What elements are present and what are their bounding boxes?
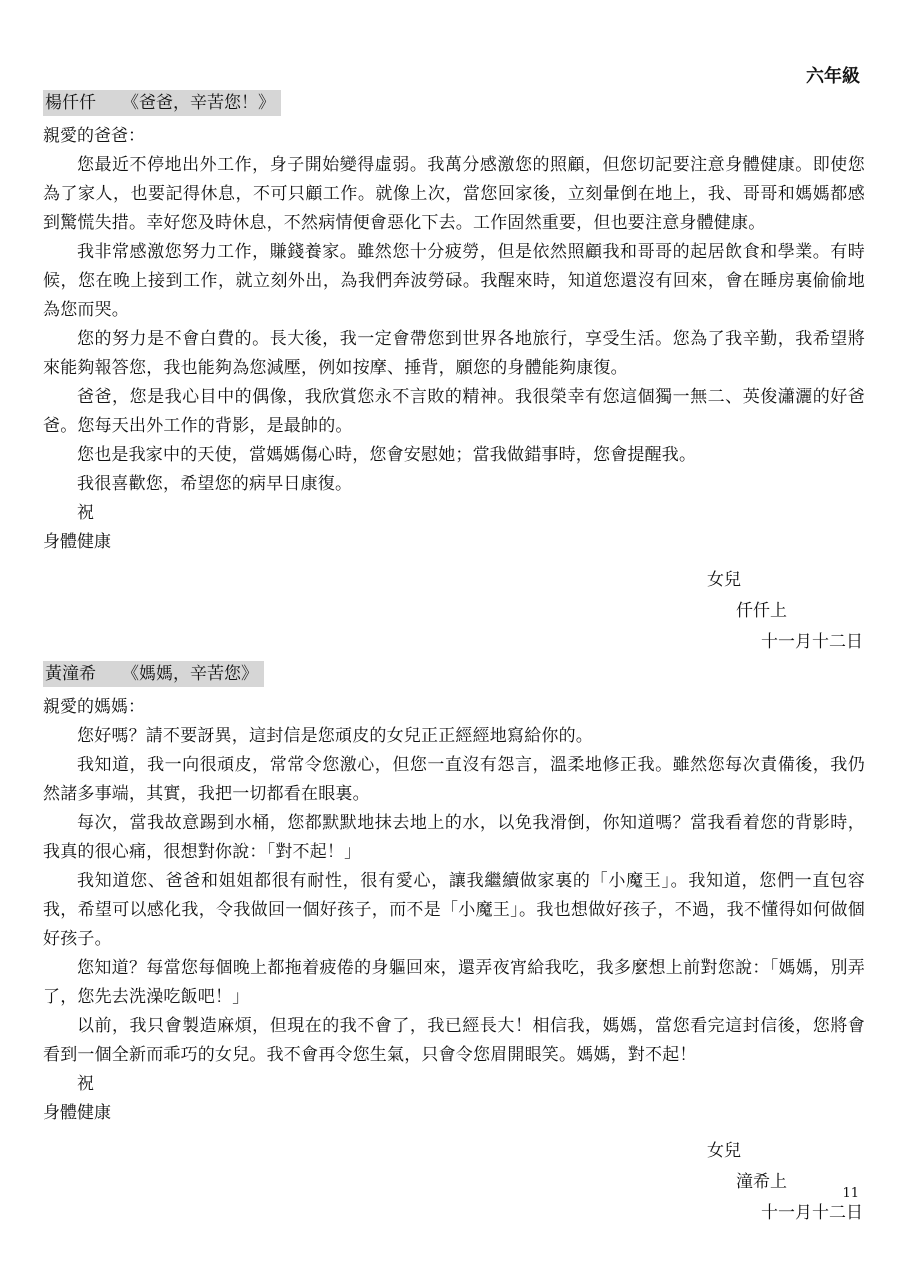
page-number: 11 <box>842 1186 859 1201</box>
letter-title: 《媽媽，辛苦您》 <box>122 664 258 684</box>
letter-paragraph: 您最近不停地出外工作，身子開始變得虛弱。我萬分感激您的照顧，但您切記要注意身體健康。即使您為了家人，也要記得休息，不可只顧工作。就像上次，當您回家後，立刻暈倒在地上，我、哥哥和媽媽都感到驚慌失措。幸好您及時休息，不然病情便會惡化下去。工作固然重要，但也要注意身體健康。 <box>43 155 865 233</box>
letter-paragraph: 爸爸，您是我心目中的偶像，我欣賞您永不言敗的精神。我很榮幸有您這個獨一無二、英俊瀟灑的好爸爸。您每天出外工作的背影，是最帥的。 <box>43 387 865 436</box>
letter-paragraph: 每次，當我故意踢到水桶，您都默默地抹去地上的水，以免我滑倒，你知道嗎？當我看着您的背影時，我真的很心痛，很想對你說：「對不起！」 <box>43 813 865 862</box>
letter-paragraph: 您的努力是不會白費的。長大後，我一定會帶您到世界各地旅行，享受生活。您為了我辛勤，我希望將來能夠報答您，我也能夠為您減壓，例如按摩、捶背，願您的身體能夠康復。 <box>43 329 865 378</box>
letter-paragraph: 以前，我只會製造麻煩，但現在的我不會了，我已經長大！相信我，媽媽，當您看完這封信後，您將會看到一個全新而乖巧的女兒。我不會再令您生氣，只會令您眉開眼笑。媽媽，對不起！ <box>43 1016 865 1065</box>
letter-author: 黃潼希 <box>45 664 96 684</box>
signature-date: 十一月十二日 <box>761 1203 863 1223</box>
letter-heading <box>43 661 264 687</box>
signature-relation: 女兒 <box>707 570 741 590</box>
letter-signature <box>43 565 865 661</box>
letter-signature <box>43 1136 865 1232</box>
signature-relation: 女兒 <box>707 1141 741 1161</box>
letter-author: 楊仟仟 <box>45 93 96 113</box>
letter-salutation: 親愛的媽媽： <box>43 697 145 717</box>
letter-1 <box>43 90 865 661</box>
letter-paragraph: 我知道，我一向很頑皮，常常令您激心，但您一直沒有怨言，溫柔地修正我。雖然您每次責備後，我仍然諸多事端，其實，我把一切都看在眼裏。 <box>43 755 865 804</box>
letter-paragraph: 您也是我家中的天使，當媽媽傷心時，您會安慰她；當我做錯事時，您會提醒我。 <box>77 445 697 465</box>
signature-name: 潼希上 <box>736 1172 787 1192</box>
letter-closing-blessing: 身體健康 <box>43 532 111 552</box>
letter-title: 《爸爸，辛苦您！》 <box>122 93 275 113</box>
signature-date: 十一月十二日 <box>761 632 863 652</box>
letter-paragraph: 您知道？每當您每個晚上都拖着疲倦的身軀回來，還弄夜宵給我吃，我多麼想上前對您說：「媽媽，別弄了，您先去洗澡吃飯吧！」 <box>43 958 865 1007</box>
letter-paragraph: 我很喜歡您，希望您的病早日康復。 <box>77 474 353 494</box>
grade-label: 六年級 <box>806 66 860 87</box>
letter-closing-blessing: 身體健康 <box>43 1103 111 1123</box>
letter-paragraph: 我知道您、爸爸和姐姐都很有耐性，很有愛心，讓我繼續做家裏的「小魔王」。我知道，您們一直包容我，希望可以感化我，令我做回一個好孩子，而不是「小魔王」。我也想做好孩子，不過，我不懂得如何做個好孩子。 <box>43 871 865 949</box>
signature-name: 仟仟上 <box>736 601 787 621</box>
letter-salutation: 親愛的爸爸： <box>43 126 145 146</box>
letter-2 <box>43 661 865 1232</box>
letter-closing-wish: 祝 <box>77 503 94 523</box>
letter-heading <box>43 90 281 116</box>
letter-closing-wish: 祝 <box>77 1074 94 1094</box>
letter-paragraph: 您好嗎？請不要訝異，這封信是您頑皮的女兒正正經經地寫給你的。 <box>77 726 593 746</box>
letter-paragraph: 我非常感激您努力工作，賺錢養家。雖然您十分疲勞，但是依然照顧我和哥哥的起居飲食和學業。有時候，您在晚上接到工作，就立刻外出，為我們奔波勞碌。我醒來時，知道您還沒有回來，會在睡房裏偷偷地為您而哭。 <box>43 242 865 320</box>
